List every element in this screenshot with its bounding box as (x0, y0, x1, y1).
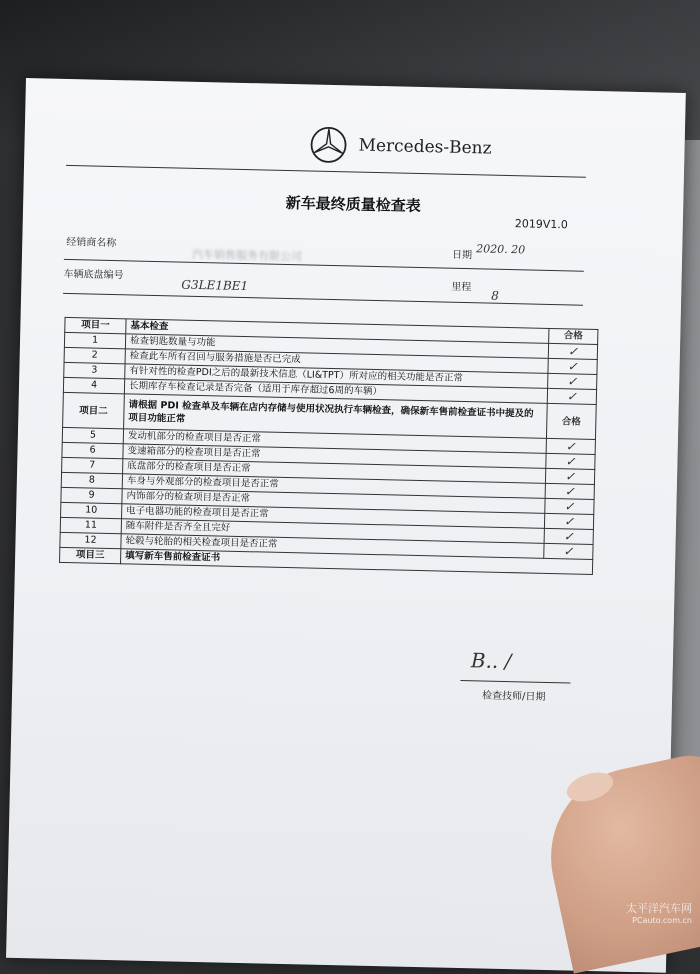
check-mark: ✓ (546, 453, 595, 469)
check-mark: ✓ (548, 343, 597, 359)
brand-logo (308, 124, 492, 164)
item-text: 有针对性的检查PDI之后的最新技术信息（LI&TPT）所对应的相关功能是否正常 (125, 364, 548, 389)
section3-title: 填写新车售前检查证书 (121, 549, 593, 575)
item-text: 变速箱部分的检查项目是否正常 (123, 444, 546, 469)
item-text: 车身与外观部分的检查项目是否正常 (122, 474, 545, 499)
brand-name: Mercedes-Benz (358, 135, 492, 159)
item-number: 9 (61, 487, 122, 503)
item-number: 12 (60, 532, 121, 548)
dealer-underline (64, 259, 584, 272)
item-text: 发动机部分的检查项目是否正常 (123, 429, 546, 454)
section2-title: 请根据 PDI 检查单及车辆在店内存储与使用状况执行车辆检查，确保新车售前检查证书中提及的项目功能正常 (124, 394, 548, 439)
item-number: 8 (61, 472, 122, 488)
item-number: 2 (64, 347, 125, 363)
vin-label: 车辆底盘编号 (63, 268, 124, 282)
signature-line (460, 680, 570, 683)
watermark (626, 903, 692, 927)
item-number: 1 (64, 332, 125, 348)
item-number: 3 (64, 362, 125, 378)
section3-id: 项目三 (60, 547, 121, 563)
item-text: 检查此车所有召回与服务措施是否已完成 (125, 349, 548, 374)
check-mark: ✓ (545, 468, 594, 484)
signature-label: 检查技师/日期 (481, 690, 546, 703)
section1-title: 基本检查 (126, 319, 549, 344)
check-mark: ✓ (544, 543, 593, 559)
check-mark: ✓ (544, 528, 593, 544)
inspection-table (59, 317, 598, 575)
check-mark: ✓ (545, 483, 594, 499)
check-mark: ✓ (548, 358, 597, 374)
item-text: 长期库存车检查记录是否完备（适用于库存超过6周的车辆） (124, 379, 547, 404)
item-number: 5 (62, 427, 123, 443)
section1-id: 项目一 (65, 317, 126, 333)
check-mark: ✓ (546, 438, 595, 454)
header-divider (66, 165, 586, 178)
item-number: 6 (62, 442, 123, 458)
item-text: 底盘部分的检查项目是否正常 (123, 459, 546, 484)
form-version: 2019V1.0 (514, 217, 568, 232)
dealer-value: 汽车销售服务有限公司 (191, 247, 303, 264)
watermark-line2: PCauto.com.cn (632, 916, 692, 925)
check-mark: ✓ (545, 498, 594, 514)
item-number: 7 (62, 457, 123, 473)
dealer-label: 经销商名称 (66, 236, 117, 250)
section2-id: 项目二 (63, 392, 125, 428)
check-mark: ✓ (548, 373, 597, 389)
item-text: 检查钥匙数量与功能 (125, 334, 548, 359)
technician-signature: B.. / (470, 648, 512, 674)
item-number: 10 (61, 502, 122, 518)
section1-pass-header: 合格 (549, 328, 598, 344)
vin-underline (63, 293, 583, 306)
page-title: 新车最终质量检查表 (285, 193, 421, 215)
item-text: 随车附件是否齐全且完好 (121, 519, 544, 544)
item-text: 内饰部分的检查项目是否正常 (122, 489, 545, 514)
vin-value: G3LE1BE1 (181, 277, 249, 294)
mileage-value: 8 (491, 288, 499, 303)
check-mark: ✓ (547, 388, 596, 404)
date-value: 2020. 20 (476, 242, 526, 257)
mercedes-star-icon (308, 124, 349, 165)
item-number: 11 (60, 517, 121, 533)
check-mark: ✓ (544, 513, 593, 529)
item-text: 轮毂与轮胎的相关检查项目是否正常 (121, 534, 544, 559)
item-text: 电子电器功能的检查项目是否正常 (122, 504, 545, 529)
watermark-line1: 太平洋汽车网 (626, 902, 692, 915)
mileage-label: 里程 (451, 281, 472, 294)
item-number: 4 (63, 377, 124, 393)
section2-pass-header: 合格 (546, 403, 596, 439)
date-label: 日期 (451, 249, 473, 262)
